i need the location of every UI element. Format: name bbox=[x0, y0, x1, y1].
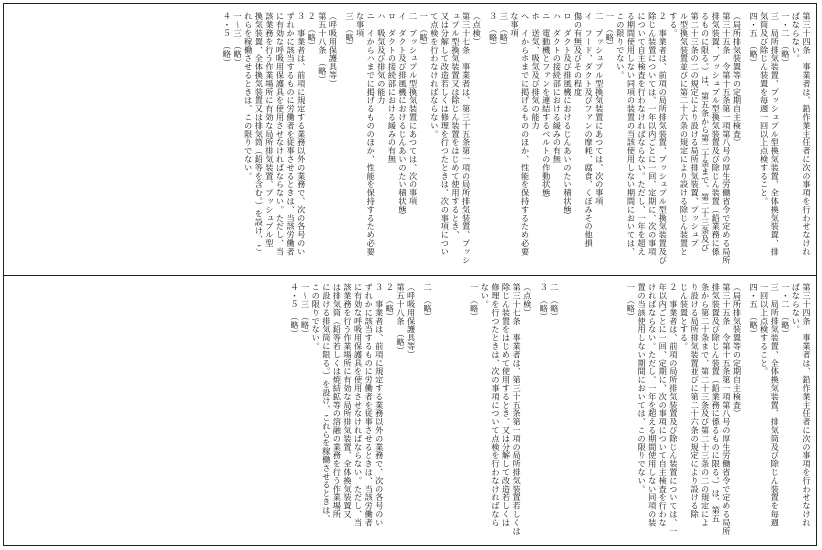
text-line: 一 （略） bbox=[626, 283, 637, 321]
text-line: ハ ダクトの接続部における緩みの有無 bbox=[552, 12, 563, 164]
text-line: ロ ダクトの接続部における緩みの有無 bbox=[387, 12, 398, 164]
text-line: ３ 事業者は、前項に規定する業務以外の業務で、次の各号のい bbox=[296, 12, 307, 256]
text-column bbox=[264, 12, 275, 270]
text-column bbox=[332, 283, 343, 541]
text-column bbox=[615, 12, 626, 270]
text-column bbox=[770, 283, 781, 541]
text-line: 該業務を行う作業場所に有効な局所排気装置、プッシュプル型 bbox=[264, 12, 275, 248]
text-line: ル型換気装置並びに第二十六条の規定により設ける除じん装置と bbox=[679, 12, 690, 256]
text-line: 修理を行つたときは、次の事項について点検を行わなければなら bbox=[490, 283, 501, 527]
text-column bbox=[233, 12, 244, 270]
text-column bbox=[289, 283, 300, 541]
text-column bbox=[711, 12, 722, 270]
text-column bbox=[501, 283, 512, 541]
text-column bbox=[539, 283, 550, 541]
text-column bbox=[488, 12, 499, 270]
text-column bbox=[748, 283, 759, 541]
text-line: るものに限る。）は、第五条から第二十条まで、第二十三条及び bbox=[700, 12, 711, 252]
text-line: 二 （略） bbox=[423, 283, 434, 321]
text-line: に有効な呼吸用保護具を使用させなければならない。ただし、当 bbox=[353, 283, 364, 527]
comparison-sheet bbox=[3, 3, 817, 546]
panel-divider bbox=[4, 275, 816, 276]
text-column bbox=[801, 12, 812, 270]
text-column bbox=[429, 12, 440, 270]
text-column bbox=[732, 12, 743, 270]
text-line: る期間使用しない同項の装置の当該使用しない期間においては、 bbox=[626, 12, 637, 256]
text-line: ２ （略） bbox=[307, 12, 318, 50]
text-line: ４・５ （略） bbox=[222, 12, 233, 67]
text-line: （点検） bbox=[472, 12, 483, 46]
text-line: について自主検査を行わなければならない。ただし、一年を超え bbox=[637, 12, 648, 256]
text-line: ２ 事業者は、前項の局所排気装置、プッシュプル型換気装置及び bbox=[658, 12, 669, 264]
text-column bbox=[668, 12, 679, 270]
text-line: （点検） bbox=[522, 283, 533, 317]
text-line: 条から第二十条まで、第二十三条及び第二十三条の二の規定によ bbox=[700, 283, 711, 527]
text-line: 一 （略） bbox=[419, 12, 430, 50]
text-column bbox=[605, 12, 616, 270]
text-column bbox=[317, 12, 328, 270]
text-column bbox=[406, 283, 417, 541]
text-line: な事項 bbox=[355, 12, 366, 38]
text-line: 傷の有無及びその程度 bbox=[573, 12, 584, 96]
text-column bbox=[472, 12, 483, 270]
text-line: ３ （略） bbox=[539, 283, 550, 321]
text-line: 第三十七条 事業者は、第三十五条第一項の局所排気装置、プッシ bbox=[461, 12, 472, 264]
text-line: 又は分解して改造若しくは修理を行つたときは、次の事項につい bbox=[440, 12, 451, 256]
text-column bbox=[286, 12, 297, 270]
text-line: ３ 事業者は、前項に規定する業務以外の業務で、次の各号のい bbox=[374, 283, 385, 527]
text-column bbox=[509, 12, 520, 270]
text-line: は排気筒（鉛等若しくは焼結鉱等の溶融の業務を行う作業場所 bbox=[332, 283, 343, 519]
text-line: 二 プッシュプル型換気装置にあつては、次の事項 bbox=[594, 12, 605, 206]
text-column bbox=[700, 283, 711, 541]
text-column bbox=[780, 283, 791, 541]
text-column bbox=[353, 283, 364, 541]
text-column bbox=[296, 12, 307, 270]
text-line: ければならない。ただし、一年を超える期間使用しない同項の装 bbox=[647, 283, 658, 527]
text-line: ずれかに該当するものに労働者を従事させるときは、当該労働者 bbox=[286, 12, 297, 256]
text-line: ニ 電動機とファンを連結するベルトの作動状態 bbox=[541, 12, 552, 197]
text-line: （呼吸用保護具等） bbox=[406, 283, 417, 359]
text-line: する。 bbox=[668, 12, 679, 38]
text-column bbox=[637, 283, 648, 541]
text-column bbox=[450, 12, 461, 270]
text-line: 四・五 （略） bbox=[749, 283, 760, 338]
text-line: ュプル型換気装置又は除じん装置をはじめて使用するとき、 bbox=[451, 12, 461, 239]
text-column bbox=[328, 12, 339, 270]
text-line: ずれかに該当するものに労働者を従事させるときは、当該労働者 bbox=[364, 283, 375, 527]
text-line: ３ （略） bbox=[488, 12, 499, 50]
text-column bbox=[520, 12, 531, 270]
text-line: 一回以上点検すること。 bbox=[759, 283, 770, 376]
text-line: 一 （略） bbox=[605, 12, 616, 50]
text-column bbox=[321, 283, 332, 541]
text-column bbox=[307, 12, 318, 270]
text-column bbox=[658, 12, 669, 270]
text-line: この限りでない。 bbox=[311, 283, 322, 351]
text-column bbox=[254, 12, 265, 270]
text-column bbox=[376, 12, 387, 270]
text-line: 一〜三 （略） bbox=[233, 12, 244, 67]
text-column bbox=[770, 12, 781, 270]
text-column bbox=[679, 283, 690, 541]
text-column bbox=[689, 12, 700, 270]
text-column bbox=[689, 283, 700, 541]
text-column bbox=[408, 12, 419, 270]
text-line: 第三十七条 事業者は、第三十五条第一項の局所排気装置若しくは bbox=[512, 283, 523, 535]
text-line: 第五十八条 （略） bbox=[317, 12, 328, 84]
text-column bbox=[243, 12, 254, 270]
text-line: に有効な呼吸用保護具を使用させなければならない。ただし、当 bbox=[275, 12, 286, 256]
text-line: 一〜三 （略） bbox=[300, 283, 311, 338]
text-column bbox=[222, 12, 233, 270]
text-column bbox=[721, 283, 732, 541]
text-column bbox=[573, 12, 584, 270]
text-column bbox=[668, 283, 679, 541]
text-line: ヘ イからホまでに掲げるもののほか、性能を保持するため必要 bbox=[520, 12, 531, 256]
text-line: 排気装置、プッシュプル型換気装置及び除じん装置（鉛業務に係 bbox=[711, 12, 722, 256]
text-column bbox=[423, 283, 434, 541]
text-line: じん装置とする。 bbox=[679, 283, 690, 351]
text-column bbox=[374, 283, 385, 541]
text-column bbox=[387, 12, 398, 270]
text-column bbox=[658, 283, 669, 541]
text-column bbox=[364, 283, 375, 541]
text-column bbox=[626, 12, 637, 270]
text-column bbox=[499, 12, 510, 270]
revised-text-panel bbox=[8, 12, 812, 270]
text-line: ない。 bbox=[480, 283, 491, 309]
text-column bbox=[594, 12, 605, 270]
text-line: イ フード、ダクト及びファンの摩耗、腐食、くぼみその他損 bbox=[584, 12, 595, 248]
text-line: 気筒及び除じん装置を毎週一回以上点検すること。 bbox=[759, 12, 770, 206]
text-column bbox=[531, 12, 542, 270]
text-line: 一 （略） bbox=[469, 283, 480, 321]
text-line: この限りでない。 bbox=[615, 12, 626, 80]
text-line: （局所排気装置等の定期自主検査） bbox=[732, 12, 743, 147]
text-line: 第二十三条の二の規定により設ける局所排気装置、プッシュプ bbox=[690, 12, 701, 248]
current-text-panel bbox=[8, 283, 812, 541]
text-column bbox=[562, 12, 573, 270]
text-column bbox=[541, 12, 552, 270]
text-line: ２ （略） bbox=[385, 283, 396, 321]
text-line: 一・二 （略） bbox=[780, 12, 791, 67]
text-line: ニ イからハまでに掲げるもののほか、性能を保持するため必要 bbox=[366, 12, 377, 256]
text-line: 換気装置、全体換気装置又は排気筒（鉛等を含む。）を設け、こ bbox=[254, 12, 265, 252]
text-column bbox=[647, 12, 658, 270]
text-column bbox=[461, 12, 472, 270]
text-column bbox=[748, 12, 759, 270]
text-line: 第三十五条 令第十五条第一項第八号の厚生労働省令で定める局所 bbox=[721, 283, 732, 535]
text-column bbox=[397, 12, 408, 270]
text-line: 三 局所排気装置、全体換気装置、排気筒及び除じん装置を毎週 bbox=[770, 283, 781, 527]
text-line: 三 局所排気装置、プッシュプル型換気装置、全体換気装置、排 bbox=[770, 12, 781, 256]
text-line: イ ダクト及び排風機におけるじんあいのたい積状態 bbox=[398, 12, 409, 214]
text-line: 第三十四条 事業者は、鉛作業主任者に次の事項を行わせなけれ bbox=[802, 12, 812, 256]
text-line: 除じん装置については、一年以内ごとに一回、定期に、次の事項 bbox=[647, 12, 658, 256]
text-line: に設ける排気筒に限る。）を設け、これらを稼働させるときは、 bbox=[321, 283, 332, 523]
text-column bbox=[780, 12, 791, 270]
text-column bbox=[522, 283, 533, 541]
text-line: 三 （略） bbox=[345, 12, 356, 50]
text-line: 二 プッシュプル型換気装置にあつては、次の事項 bbox=[408, 12, 419, 206]
text-column bbox=[344, 12, 355, 270]
text-line: ばならない。 bbox=[791, 283, 802, 334]
text-line: ばならない。 bbox=[791, 12, 802, 63]
text-column bbox=[549, 283, 560, 541]
text-line: ホ 送気、吸気及び排気の能力 bbox=[531, 12, 542, 130]
text-line: （局所排気装置等の定期自主検査） bbox=[732, 283, 743, 418]
text-column bbox=[490, 283, 501, 541]
text-column bbox=[721, 12, 732, 270]
text-column bbox=[700, 12, 711, 270]
text-line: ４・５ （略） bbox=[290, 283, 301, 338]
text-column bbox=[419, 12, 430, 270]
text-column bbox=[469, 283, 480, 541]
text-column bbox=[480, 283, 491, 541]
text-line: 該業務を行う作業場所に有効な局所排気装置、全体換気装置又 bbox=[343, 283, 353, 519]
text-line: 四・五 （略） bbox=[749, 12, 760, 67]
text-column bbox=[584, 12, 595, 270]
text-line: な事項 bbox=[509, 12, 520, 38]
text-column bbox=[637, 12, 648, 270]
text-line: れらを稼働させるときは、この限りでない。 bbox=[243, 12, 254, 180]
text-column bbox=[801, 283, 812, 541]
text-column bbox=[342, 283, 353, 541]
text-line: 三 （略） bbox=[499, 12, 510, 50]
text-line: 年以内ごとに一回、定期に、次の事項について自主検査を行わな bbox=[658, 283, 669, 527]
text-column bbox=[647, 283, 658, 541]
text-line: （呼吸用保護具等） bbox=[328, 12, 339, 88]
text-column bbox=[759, 12, 770, 270]
text-line: 一・二 （略） bbox=[780, 283, 791, 338]
text-column bbox=[355, 12, 366, 270]
text-column bbox=[626, 283, 637, 541]
text-column bbox=[791, 12, 802, 270]
text-line: り設ける局所排気装置並びに第二十六条の規定により設ける除 bbox=[690, 283, 701, 519]
text-column bbox=[512, 283, 523, 541]
text-line: ロ ダクト及び排風機におけるじんあいのたい積状態 bbox=[562, 12, 573, 214]
text-line: ２ 事業者は、前項の局所排気装置及び除じん装置については、一 bbox=[668, 283, 679, 535]
text-column bbox=[311, 283, 322, 541]
text-column bbox=[440, 12, 451, 270]
text-line: 第三十五条 令第十五条第一項第八号の厚生労働省令で定める局所 bbox=[721, 12, 732, 264]
text-column bbox=[275, 12, 286, 270]
text-line: 排気装置及び除じん装置（鉛業務に係るものに限る。）は、第五 bbox=[711, 283, 722, 523]
text-column bbox=[679, 12, 690, 270]
text-column bbox=[552, 12, 563, 270]
text-line: 第三十四条 事業者は、鉛作業主任者に次の事項を行わせなけれ bbox=[802, 283, 812, 527]
text-column bbox=[300, 283, 311, 541]
text-column bbox=[759, 283, 770, 541]
text-line: 除じん装置をはじめて使用するとき、又は分解して改造若しくは bbox=[501, 283, 512, 527]
text-column bbox=[385, 283, 396, 541]
text-line: 第五十八条 （略） bbox=[395, 283, 406, 355]
text-column bbox=[791, 283, 802, 541]
text-line: 二 （略） bbox=[549, 283, 560, 321]
text-column bbox=[732, 283, 743, 541]
text-column bbox=[395, 283, 406, 541]
text-line: て点検を行わなければならない。 bbox=[429, 12, 440, 138]
text-line: 置の当該使用しない期間においては、この限りでない。 bbox=[637, 283, 648, 493]
text-column bbox=[711, 283, 722, 541]
text-line: ハ 吸気及び排気の能力 bbox=[376, 12, 387, 105]
text-column bbox=[366, 12, 377, 270]
